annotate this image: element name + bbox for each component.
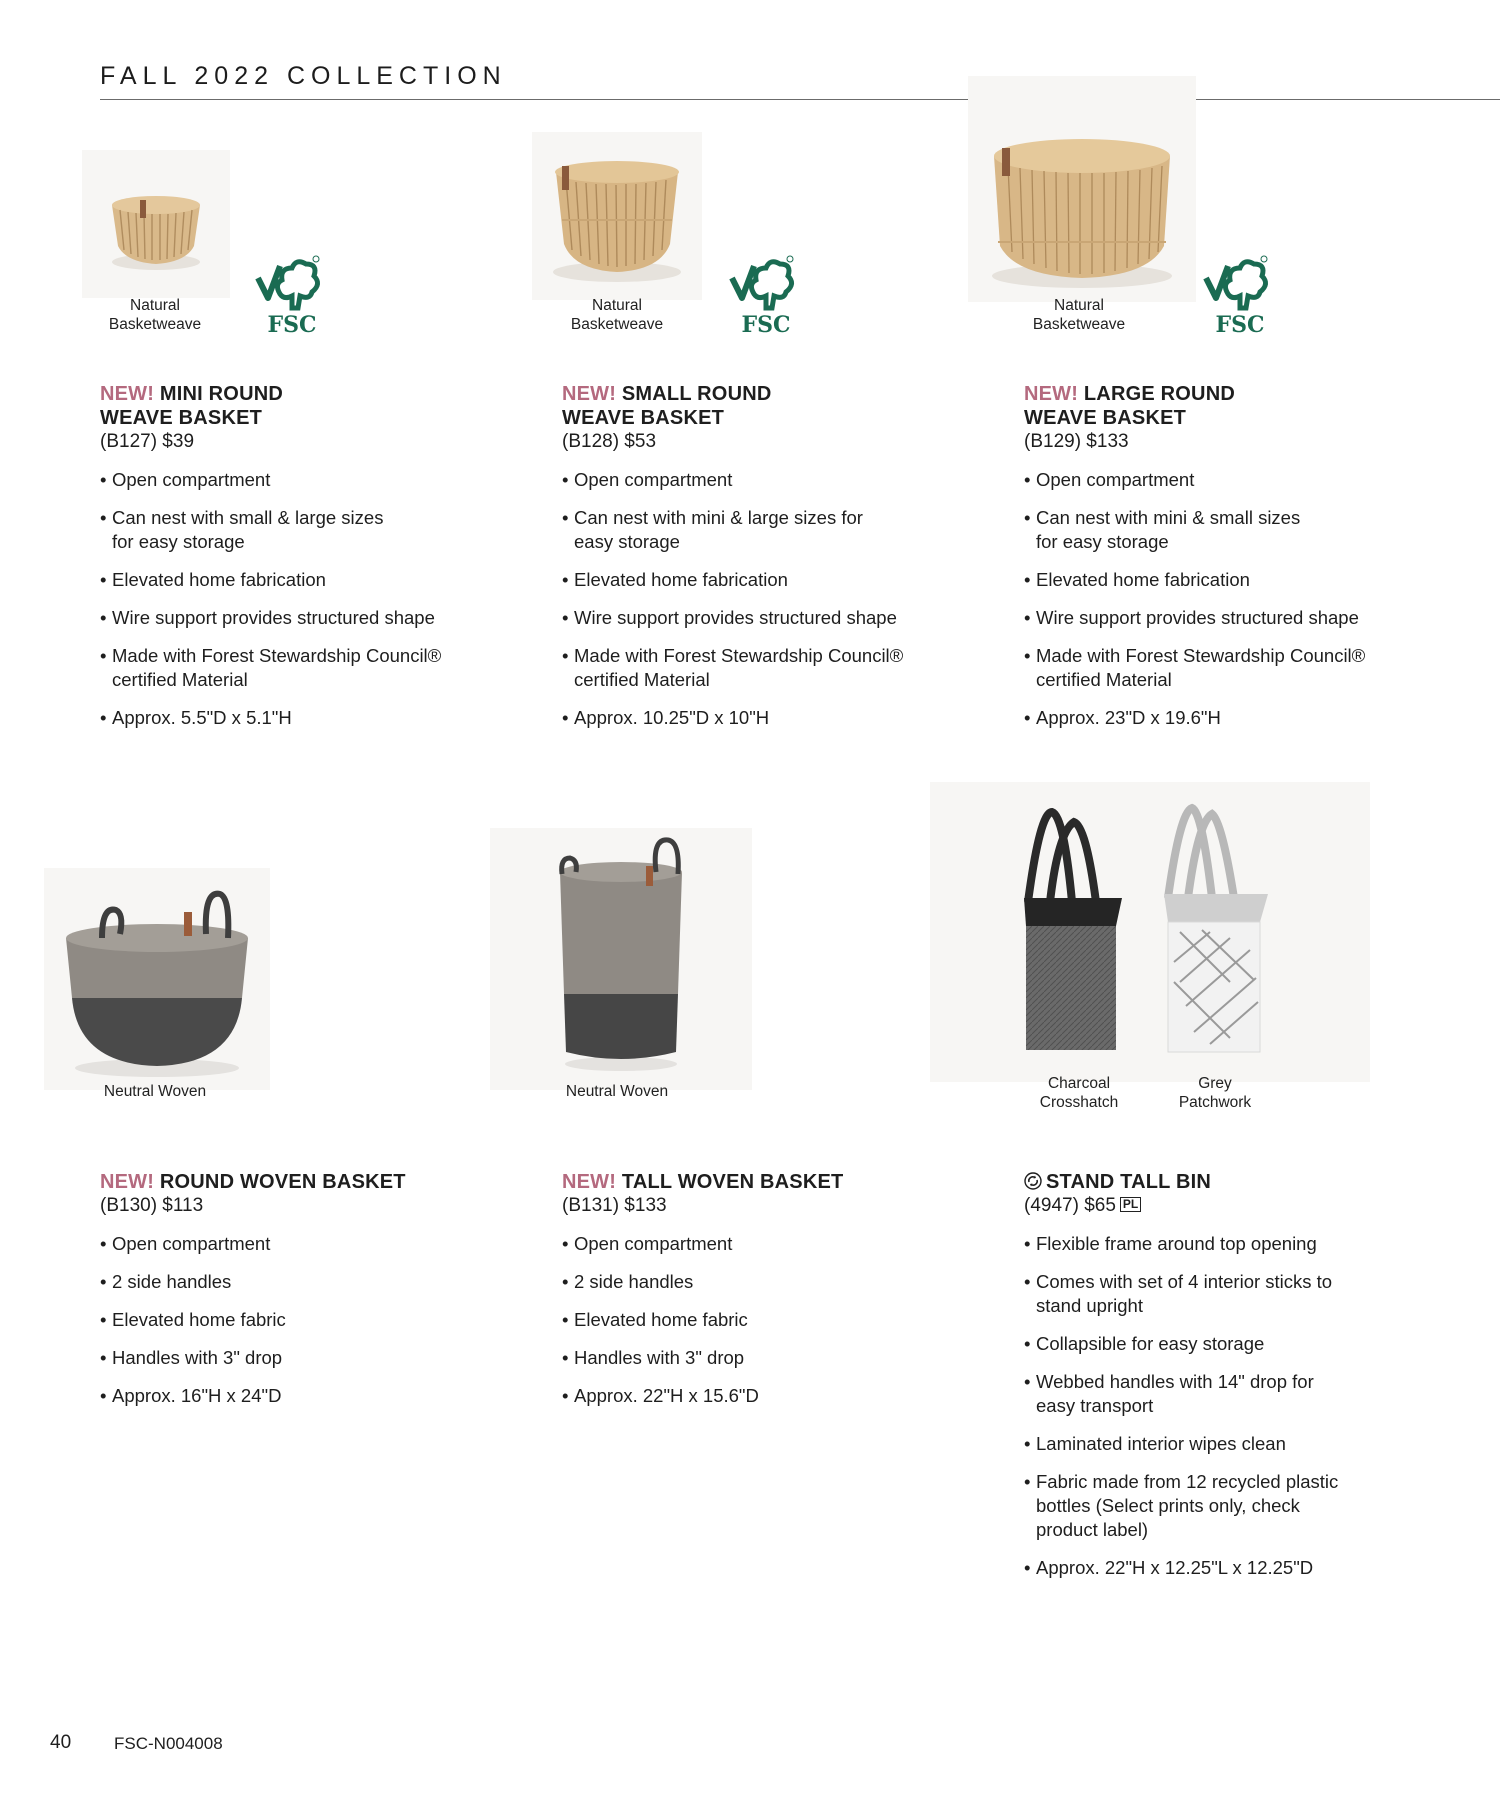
fsc-logo-text: FSC	[267, 312, 317, 338]
feature-item: • Elevated home fabric	[562, 1308, 962, 1332]
new-label: NEW!	[562, 1171, 617, 1193]
feature-item: • Can nest with small & large sizes for easy storage	[100, 506, 402, 554]
feature-item: • Approx. 5.5"D x 5.1"H	[100, 706, 500, 730]
tall-woven-basket-image	[490, 828, 752, 1090]
feature-item: • Elevated home fabrication	[562, 568, 962, 592]
feature-item: • 2 side handles	[562, 1270, 962, 1294]
feature-item: • Made with Forest Stewardship Council® certified Material	[562, 644, 924, 692]
fsc-tree-icon	[726, 254, 806, 314]
page-number: 40	[50, 1732, 72, 1753]
small-basket-image	[532, 132, 702, 300]
feature-item: • Wire support provides structured shape	[1024, 606, 1424, 630]
feature-item: • Approx. 22"H x 12.25"L x 12.25"D	[1024, 1556, 1354, 1580]
grey-patchwork-swatch-label: Grey Patchwork	[1178, 1075, 1252, 1111]
tall-woven-basket-photo	[490, 828, 752, 1090]
feature-item: • Fabric made from 12 recycled plastic bottles (Select prints only, check product label)	[1024, 1470, 1346, 1542]
header-divider	[100, 99, 1500, 100]
mini-basket-swatch-label: Natural Basketweave	[108, 297, 202, 333]
small-basket-swatch-label: Natural Basketweave	[570, 297, 664, 333]
feature-item: • Flexible frame around top opening	[1024, 1232, 1354, 1256]
feature-item: • Handles with 3" drop	[562, 1346, 962, 1370]
feature-item: • Open compartment	[100, 468, 500, 492]
product-price: (B128) $53	[562, 431, 657, 452]
feature-item: • Open compartment	[562, 1232, 962, 1256]
feature-item: • Elevated home fabrication	[100, 568, 500, 592]
small-basket-photo	[532, 132, 702, 300]
feature-item: • Elevated home fabrication	[1024, 568, 1424, 592]
feature-item: • Wire support provides structured shape	[100, 606, 500, 630]
fsc-logo-text: FSC	[741, 312, 791, 338]
product-price: (B129) $133	[1024, 431, 1129, 452]
feature-item: • Approx. 23"D x 19.6"H	[1024, 706, 1424, 730]
feature-item: • Webbed handles with 14" drop for easy transport	[1024, 1370, 1336, 1418]
product-price: (B127) $39	[100, 431, 195, 452]
stand-tall-bin-photo	[930, 782, 1370, 1082]
new-label: NEW!	[1024, 383, 1079, 405]
product-stand-tall-bin	[1024, 1170, 1354, 1594]
feature-item: • Open compartment	[100, 1232, 500, 1256]
stand-tall-bin-image	[930, 782, 1370, 1082]
round-woven-swatch-label: Neutral Woven	[103, 1083, 207, 1100]
product-price: (4947) $65	[1024, 1195, 1116, 1216]
product-title	[562, 382, 962, 430]
round-woven-basket-photo	[44, 868, 270, 1090]
new-label: NEW!	[100, 383, 155, 405]
new-label: NEW!	[100, 1171, 155, 1193]
product-title-line1: LARGE ROUND	[1083, 383, 1235, 405]
feature-item: • Laminated interior wipes clean	[1024, 1432, 1354, 1456]
feature-item: • 2 side handles	[100, 1270, 500, 1294]
fsc-logo-2	[726, 254, 806, 344]
mini-basket-image	[82, 150, 230, 298]
product-title	[1024, 382, 1424, 430]
feature-item: • Made with Forest Stewardship Council® certified Material	[1024, 644, 1386, 692]
product-title-line1: MINI ROUND	[159, 383, 283, 405]
fsc-logo-3	[1200, 254, 1280, 344]
fsc-tree-icon	[252, 254, 332, 314]
product-price: (B131) $133	[562, 1195, 667, 1216]
product-title-line1: TALL WOVEN BASKET	[621, 1171, 844, 1193]
feature-item: • Can nest with mini & small sizes for easy storage	[1024, 506, 1326, 554]
feature-list	[1024, 1232, 1354, 1580]
large-basket-swatch-label: Natural Basketweave	[1032, 297, 1126, 333]
product-title	[100, 382, 500, 430]
feature-list	[562, 1232, 962, 1408]
feature-item: • Open compartment	[562, 468, 962, 492]
pl-badge: PL	[1120, 1197, 1141, 1212]
feature-list	[562, 468, 962, 730]
product-title-line1: STAND TALL BIN	[1046, 1171, 1212, 1193]
recycle-icon	[1024, 1172, 1042, 1190]
fsc-logo-1	[252, 254, 332, 344]
feature-item: • Elevated home fabric	[100, 1308, 500, 1332]
feature-list	[100, 1232, 500, 1408]
feature-item: • Open compartment	[1024, 468, 1424, 492]
tall-woven-swatch-label: Neutral Woven	[565, 1083, 669, 1100]
fsc-logo-text: FSC	[1215, 312, 1265, 338]
product-price: (B130) $113	[100, 1195, 204, 1216]
feature-item: • Wire support provides structured shape	[562, 606, 962, 630]
product-title	[1024, 1170, 1354, 1194]
product-small-round-weave-basket	[562, 382, 962, 744]
product-title-line1: ROUND WOVEN BASKET	[159, 1171, 406, 1193]
feature-item: • Handles with 3" drop	[100, 1346, 500, 1370]
product-price-row	[1024, 1194, 1354, 1218]
product-title	[562, 1170, 962, 1194]
feature-item: • Made with Forest Stewardship Council® certified Material	[100, 644, 462, 692]
product-title-line2: WEAVE BASKET	[100, 407, 263, 429]
feature-list	[100, 468, 500, 730]
product-mini-round-weave-basket	[100, 382, 500, 744]
fsc-license-code: FSC-N004008	[114, 1734, 223, 1753]
feature-list	[1024, 468, 1424, 730]
feature-item: • Approx. 10.25"D x 10"H	[562, 706, 962, 730]
product-title-line2: WEAVE BASKET	[562, 407, 725, 429]
feature-item: • Collapsible for easy storage	[1024, 1332, 1354, 1356]
large-basket-image	[968, 76, 1196, 302]
charcoal-crosshatch-swatch-label: Charcoal Crosshatch	[1039, 1075, 1119, 1111]
product-large-round-weave-basket	[1024, 382, 1424, 744]
mini-basket-photo	[82, 150, 230, 298]
large-basket-photo	[968, 76, 1196, 302]
feature-item: • Approx. 16"H x 24"D	[100, 1384, 500, 1408]
feature-item: • Can nest with mini & large sizes for easy storage	[562, 506, 864, 554]
product-title-line2: WEAVE BASKET	[1024, 407, 1187, 429]
feature-item: • Comes with set of 4 interior sticks to stand upright	[1024, 1270, 1354, 1318]
product-title-line1: SMALL ROUND	[621, 383, 772, 405]
round-woven-basket-image	[44, 868, 270, 1090]
product-tall-woven-basket	[562, 1170, 962, 1422]
page-title: FALL 2022 COLLECTION	[100, 62, 507, 90]
product-round-woven-basket	[100, 1170, 500, 1422]
fsc-tree-icon	[1200, 254, 1280, 314]
feature-item: • Approx. 22"H x 15.6"D	[562, 1384, 962, 1408]
new-label: NEW!	[562, 383, 617, 405]
product-title	[100, 1170, 500, 1194]
